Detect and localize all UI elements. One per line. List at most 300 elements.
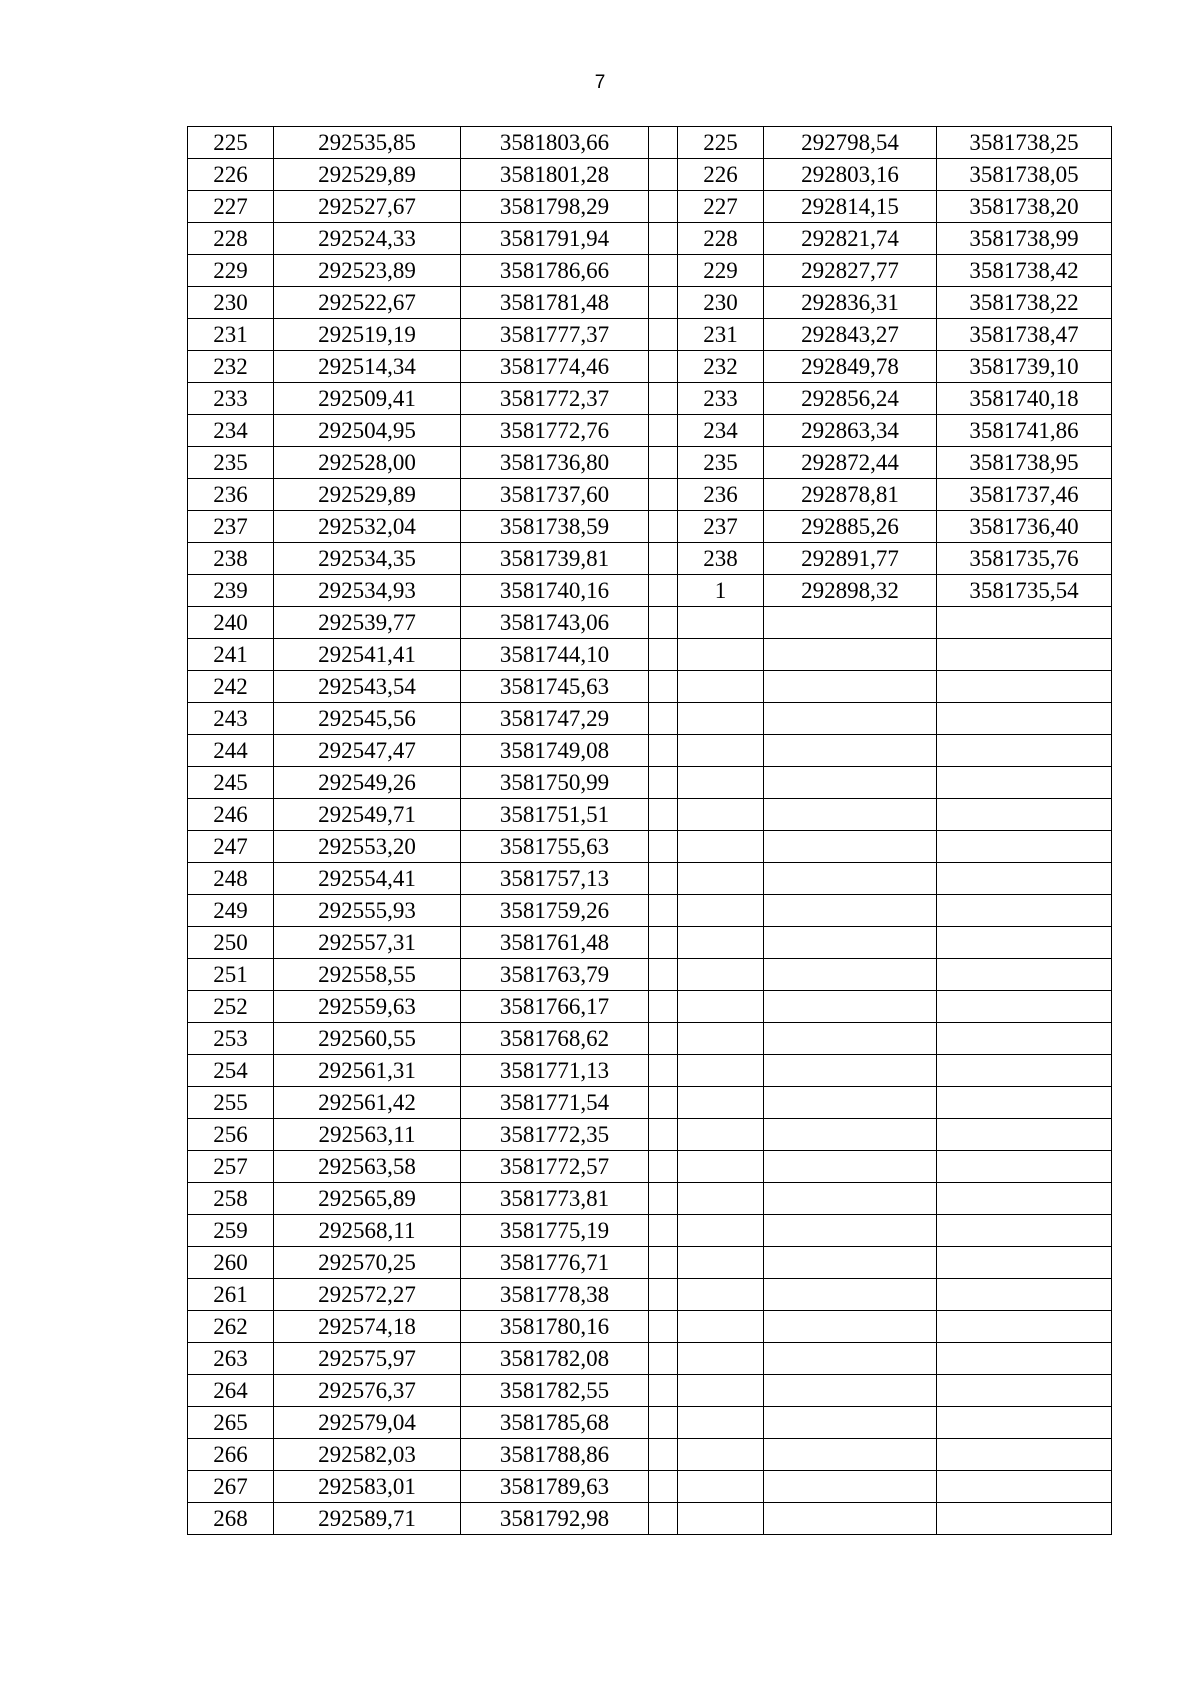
gap-cell [649,1279,678,1311]
x-coordinate-cell: 292558,55 [274,959,461,991]
point-number-cell: 244 [188,735,274,767]
y-coordinate-cell-right: 3581738,20 [937,191,1112,223]
y-coordinate-cell-right [937,1343,1112,1375]
point-number-cell-right [678,1343,764,1375]
table-row [188,703,1112,735]
point-number-cell-right [678,1055,764,1087]
point-number-cell-right [678,991,764,1023]
y-coordinate-cell: 3581775,19 [461,1215,649,1247]
point-number-cell-right [678,1215,764,1247]
x-coordinate-cell: 292528,00 [274,447,461,479]
x-coordinate-cell: 292559,63 [274,991,461,1023]
gap-cell [649,1055,678,1087]
point-number-cell: 233 [188,383,274,415]
x-coordinate-cell-right [764,1247,937,1279]
gap-cell [649,735,678,767]
x-coordinate-cell-right [764,1311,937,1343]
y-coordinate-cell-right: 3581738,05 [937,159,1112,191]
gap-cell [649,1407,678,1439]
x-coordinate-cell-right [764,1471,937,1503]
gap-cell [649,159,678,191]
y-coordinate-cell: 3581745,63 [461,671,649,703]
x-coordinate-cell-right [764,799,937,831]
y-coordinate-cell-right: 3581738,42 [937,255,1112,287]
point-number-cell: 255 [188,1087,274,1119]
table-row [188,191,1112,223]
point-number-cell-right [678,1183,764,1215]
page-number: 7 [594,72,606,93]
point-number-cell: 242 [188,671,274,703]
x-coordinate-cell-right [764,735,937,767]
point-number-cell-right: 231 [678,319,764,351]
point-number-cell: 248 [188,863,274,895]
x-coordinate-cell: 292545,56 [274,703,461,735]
y-coordinate-cell-right: 3581738,22 [937,287,1112,319]
y-coordinate-cell: 3581772,37 [461,383,649,415]
table-row [188,543,1112,575]
point-number-cell-right [678,895,764,927]
point-number-cell: 257 [188,1151,274,1183]
point-number-cell-right [678,703,764,735]
y-coordinate-cell-right [937,1407,1112,1439]
gap-cell [649,575,678,607]
x-coordinate-cell: 292553,20 [274,831,461,863]
point-number-cell: 234 [188,415,274,447]
y-coordinate-cell: 3581768,62 [461,1023,649,1055]
gap-cell [649,351,678,383]
table-row [188,671,1112,703]
y-coordinate-cell: 3581773,81 [461,1183,649,1215]
table-row [188,927,1112,959]
y-coordinate-cell: 3581788,86 [461,1439,649,1471]
x-coordinate-cell: 292549,71 [274,799,461,831]
x-coordinate-cell-right: 292843,27 [764,319,937,351]
x-coordinate-cell-right [764,1375,937,1407]
x-coordinate-cell: 292555,93 [274,895,461,927]
x-coordinate-cell-right: 292814,15 [764,191,937,223]
y-coordinate-cell: 3581744,10 [461,639,649,671]
point-number-cell: 230 [188,287,274,319]
table-row [188,319,1112,351]
table-row [188,159,1112,191]
y-coordinate-cell: 3581801,28 [461,159,649,191]
y-coordinate-cell-right [937,1087,1112,1119]
y-coordinate-cell: 3581743,06 [461,607,649,639]
point-number-cell-right [678,1119,764,1151]
x-coordinate-cell: 292534,35 [274,543,461,575]
gap-cell [649,287,678,319]
x-coordinate-cell: 292563,11 [274,1119,461,1151]
gap-cell [649,1215,678,1247]
gap-cell [649,319,678,351]
table-row [188,1343,1112,1375]
point-number-cell-right [678,639,764,671]
gap-cell [649,895,678,927]
table-row [188,127,1112,159]
y-coordinate-cell-right: 3581740,18 [937,383,1112,415]
point-number-cell-right [678,927,764,959]
x-coordinate-cell-right [764,1055,937,1087]
point-number-cell-right [678,767,764,799]
x-coordinate-cell-right [764,671,937,703]
point-number-cell: 264 [188,1375,274,1407]
x-coordinate-cell-right [764,639,937,671]
table-row [188,607,1112,639]
y-coordinate-cell: 3581755,63 [461,831,649,863]
point-number-cell: 247 [188,831,274,863]
point-number-cell: 241 [188,639,274,671]
x-coordinate-cell-right [764,1023,937,1055]
point-number-cell: 266 [188,1439,274,1471]
x-coordinate-cell: 292529,89 [274,479,461,511]
y-coordinate-cell: 3581747,29 [461,703,649,735]
gap-cell [649,1183,678,1215]
y-coordinate-cell: 3581772,57 [461,1151,649,1183]
y-coordinate-cell-right [937,1151,1112,1183]
gap-cell [649,991,678,1023]
gap-cell [649,927,678,959]
gap-cell [649,863,678,895]
table-row [188,895,1112,927]
table-row [188,1471,1112,1503]
point-number-cell-right: 1 [678,575,764,607]
x-coordinate-cell-right [764,607,937,639]
y-coordinate-cell: 3581780,16 [461,1311,649,1343]
point-number-cell: 261 [188,1279,274,1311]
y-coordinate-cell: 3581776,71 [461,1247,649,1279]
y-coordinate-cell-right [937,607,1112,639]
point-number-cell-right: 238 [678,543,764,575]
y-coordinate-cell-right [937,927,1112,959]
y-coordinate-cell: 3581791,94 [461,223,649,255]
point-number-cell-right [678,959,764,991]
x-coordinate-cell: 292561,42 [274,1087,461,1119]
table-row [188,351,1112,383]
x-coordinate-cell-right: 292863,34 [764,415,937,447]
point-number-cell-right [678,1503,764,1535]
y-coordinate-cell-right: 3581735,54 [937,575,1112,607]
gap-cell [649,959,678,991]
y-coordinate-cell: 3581739,81 [461,543,649,575]
point-number-cell: 260 [188,1247,274,1279]
point-number-cell: 262 [188,1311,274,1343]
point-number-cell: 228 [188,223,274,255]
x-coordinate-cell-right [764,767,937,799]
x-coordinate-cell-right [764,991,937,1023]
point-number-cell: 239 [188,575,274,607]
x-coordinate-cell-right [764,1151,937,1183]
y-coordinate-cell-right: 3581738,47 [937,319,1112,351]
y-coordinate-cell-right [937,1471,1112,1503]
point-number-cell: 263 [188,1343,274,1375]
y-coordinate-cell: 3581772,76 [461,415,649,447]
x-coordinate-cell-right [764,703,937,735]
y-coordinate-cell-right [937,767,1112,799]
y-coordinate-cell-right: 3581735,76 [937,543,1112,575]
gap-cell [649,223,678,255]
y-coordinate-cell: 3581803,66 [461,127,649,159]
point-number-cell-right: 226 [678,159,764,191]
y-coordinate-cell: 3581792,98 [461,1503,649,1535]
gap-cell [649,511,678,543]
x-coordinate-cell: 292579,04 [274,1407,461,1439]
x-coordinate-cell: 292576,37 [274,1375,461,1407]
y-coordinate-cell-right [937,1023,1112,1055]
point-number-cell: 237 [188,511,274,543]
gap-cell [649,543,678,575]
x-coordinate-cell-right: 292891,77 [764,543,937,575]
table-row [188,1407,1112,1439]
point-number-cell-right [678,831,764,863]
y-coordinate-cell-right [937,1247,1112,1279]
gap-cell [649,703,678,735]
gap-cell [649,831,678,863]
gap-cell [649,1087,678,1119]
gap-cell [649,767,678,799]
table-row [188,831,1112,863]
x-coordinate-cell-right [764,1439,937,1471]
x-coordinate-cell-right [764,1119,937,1151]
y-coordinate-cell-right [937,639,1112,671]
y-coordinate-cell-right [937,1215,1112,1247]
x-coordinate-cell: 292561,31 [274,1055,461,1087]
table-row [188,959,1112,991]
x-coordinate-cell-right: 292821,74 [764,223,937,255]
x-coordinate-cell: 292589,71 [274,1503,461,1535]
table-row [188,639,1112,671]
y-coordinate-cell: 3581798,29 [461,191,649,223]
x-coordinate-cell: 292534,93 [274,575,461,607]
table-row [188,383,1112,415]
y-coordinate-cell: 3581763,79 [461,959,649,991]
point-number-cell-right [678,799,764,831]
y-coordinate-cell-right [937,703,1112,735]
point-number-cell-right [678,1151,764,1183]
y-coordinate-cell: 3581777,37 [461,319,649,351]
gap-cell [649,127,678,159]
x-coordinate-cell-right: 292803,16 [764,159,937,191]
point-number-cell-right: 229 [678,255,764,287]
point-number-cell: 253 [188,1023,274,1055]
x-coordinate-cell: 292543,54 [274,671,461,703]
point-number-cell-right [678,863,764,895]
x-coordinate-cell: 292514,34 [274,351,461,383]
point-number-cell-right [678,735,764,767]
x-coordinate-cell: 292582,03 [274,1439,461,1471]
x-coordinate-cell: 292527,67 [274,191,461,223]
point-number-cell: 265 [188,1407,274,1439]
x-coordinate-cell: 292539,77 [274,607,461,639]
x-coordinate-cell: 292509,41 [274,383,461,415]
y-coordinate-cell: 3581738,59 [461,511,649,543]
table-row [188,991,1112,1023]
point-number-cell-right [678,1375,764,1407]
x-coordinate-cell: 292572,27 [274,1279,461,1311]
y-coordinate-cell: 3581759,26 [461,895,649,927]
point-number-cell-right [678,1023,764,1055]
y-coordinate-cell-right [937,799,1112,831]
table-row [188,1183,1112,1215]
x-coordinate-cell: 292575,97 [274,1343,461,1375]
gap-cell [649,447,678,479]
y-coordinate-cell: 3581789,63 [461,1471,649,1503]
table-row [188,1279,1112,1311]
y-coordinate-cell: 3581751,51 [461,799,649,831]
gap-cell [649,1247,678,1279]
table-row [188,1055,1112,1087]
gap-cell [649,1023,678,1055]
table-row [188,1151,1112,1183]
y-coordinate-cell-right [937,1439,1112,1471]
y-coordinate-cell: 3581785,68 [461,1407,649,1439]
point-number-cell-right: 227 [678,191,764,223]
gap-cell [649,383,678,415]
point-number-cell-right: 232 [678,351,764,383]
point-number-cell-right: 235 [678,447,764,479]
y-coordinate-cell-right [937,1375,1112,1407]
point-number-cell: 254 [188,1055,274,1087]
gap-cell [649,1439,678,1471]
x-coordinate-cell: 292563,58 [274,1151,461,1183]
coordinates-table [187,126,1112,1535]
point-number-cell: 268 [188,1503,274,1535]
y-coordinate-cell-right [937,863,1112,895]
y-coordinate-cell: 3581778,38 [461,1279,649,1311]
gap-cell [649,1343,678,1375]
table-row [188,479,1112,511]
x-coordinate-cell: 292557,31 [274,927,461,959]
gap-cell [649,1471,678,1503]
x-coordinate-cell: 292565,89 [274,1183,461,1215]
gap-cell [649,639,678,671]
point-number-cell: 258 [188,1183,274,1215]
point-number-cell: 245 [188,767,274,799]
gap-cell [649,415,678,447]
y-coordinate-cell: 3581737,60 [461,479,649,511]
x-coordinate-cell: 292524,33 [274,223,461,255]
x-coordinate-cell: 292568,11 [274,1215,461,1247]
table-row [188,767,1112,799]
x-coordinate-cell-right [764,1407,937,1439]
table-row [188,735,1112,767]
point-number-cell-right: 228 [678,223,764,255]
x-coordinate-cell-right: 292856,24 [764,383,937,415]
table-row [188,1087,1112,1119]
gap-cell [649,671,678,703]
y-coordinate-cell: 3581749,08 [461,735,649,767]
point-number-cell: 226 [188,159,274,191]
y-coordinate-cell: 3581757,13 [461,863,649,895]
y-coordinate-cell: 3581781,48 [461,287,649,319]
y-coordinate-cell-right [937,1183,1112,1215]
table-row [188,1119,1112,1151]
y-coordinate-cell: 3581786,66 [461,255,649,287]
gap-cell [649,1375,678,1407]
point-number-cell: 259 [188,1215,274,1247]
y-coordinate-cell: 3581740,16 [461,575,649,607]
point-number-cell-right [678,607,764,639]
point-number-cell-right: 225 [678,127,764,159]
point-number-cell: 240 [188,607,274,639]
x-coordinate-cell: 292549,26 [274,767,461,799]
table-row [188,1503,1112,1535]
y-coordinate-cell-right [937,671,1112,703]
x-coordinate-cell-right [764,895,937,927]
x-coordinate-cell: 292574,18 [274,1311,461,1343]
y-coordinate-cell: 3581736,80 [461,447,649,479]
x-coordinate-cell-right [764,1503,937,1535]
point-number-cell-right [678,1311,764,1343]
y-coordinate-cell-right: 3581738,95 [937,447,1112,479]
y-coordinate-cell-right [937,959,1112,991]
gap-cell [649,479,678,511]
x-coordinate-cell: 292523,89 [274,255,461,287]
y-coordinate-cell: 3581774,46 [461,351,649,383]
point-number-cell: 236 [188,479,274,511]
point-number-cell: 267 [188,1471,274,1503]
coordinates-table-body [188,127,1112,1535]
point-number-cell-right [678,671,764,703]
point-number-cell: 231 [188,319,274,351]
point-number-cell-right [678,1471,764,1503]
x-coordinate-cell-right [764,1343,937,1375]
y-coordinate-cell-right [937,1119,1112,1151]
table-row [188,447,1112,479]
point-number-cell: 225 [188,127,274,159]
point-number-cell-right [678,1407,764,1439]
point-number-cell-right [678,1279,764,1311]
x-coordinate-cell-right: 292878,81 [764,479,937,511]
x-coordinate-cell: 292504,95 [274,415,461,447]
point-number-cell-right: 237 [678,511,764,543]
x-coordinate-cell-right: 292885,26 [764,511,937,543]
table-row [188,1247,1112,1279]
x-coordinate-cell-right [764,959,937,991]
point-number-cell: 235 [188,447,274,479]
x-coordinate-cell: 292529,89 [274,159,461,191]
x-coordinate-cell: 292541,41 [274,639,461,671]
table-row [188,1023,1112,1055]
gap-cell [649,255,678,287]
gap-cell [649,1311,678,1343]
y-coordinate-cell: 3581750,99 [461,767,649,799]
gap-cell [649,1151,678,1183]
table-row [188,575,1112,607]
y-coordinate-cell: 3581761,48 [461,927,649,959]
gap-cell [649,607,678,639]
y-coordinate-cell-right [937,1055,1112,1087]
y-coordinate-cell: 3581771,54 [461,1087,649,1119]
x-coordinate-cell: 292535,85 [274,127,461,159]
y-coordinate-cell-right [937,895,1112,927]
point-number-cell-right [678,1439,764,1471]
x-coordinate-cell-right [764,831,937,863]
table-row [188,415,1112,447]
y-coordinate-cell-right: 3581741,86 [937,415,1112,447]
x-coordinate-cell-right [764,927,937,959]
table-row [188,223,1112,255]
gap-cell [649,1503,678,1535]
y-coordinate-cell: 3581772,35 [461,1119,649,1151]
x-coordinate-cell-right [764,1183,937,1215]
table-row [188,863,1112,895]
x-coordinate-cell-right [764,1087,937,1119]
x-coordinate-cell-right [764,863,937,895]
point-number-cell-right: 236 [678,479,764,511]
x-coordinate-cell: 292547,47 [274,735,461,767]
y-coordinate-cell: 3581771,13 [461,1055,649,1087]
x-coordinate-cell-right: 292898,32 [764,575,937,607]
